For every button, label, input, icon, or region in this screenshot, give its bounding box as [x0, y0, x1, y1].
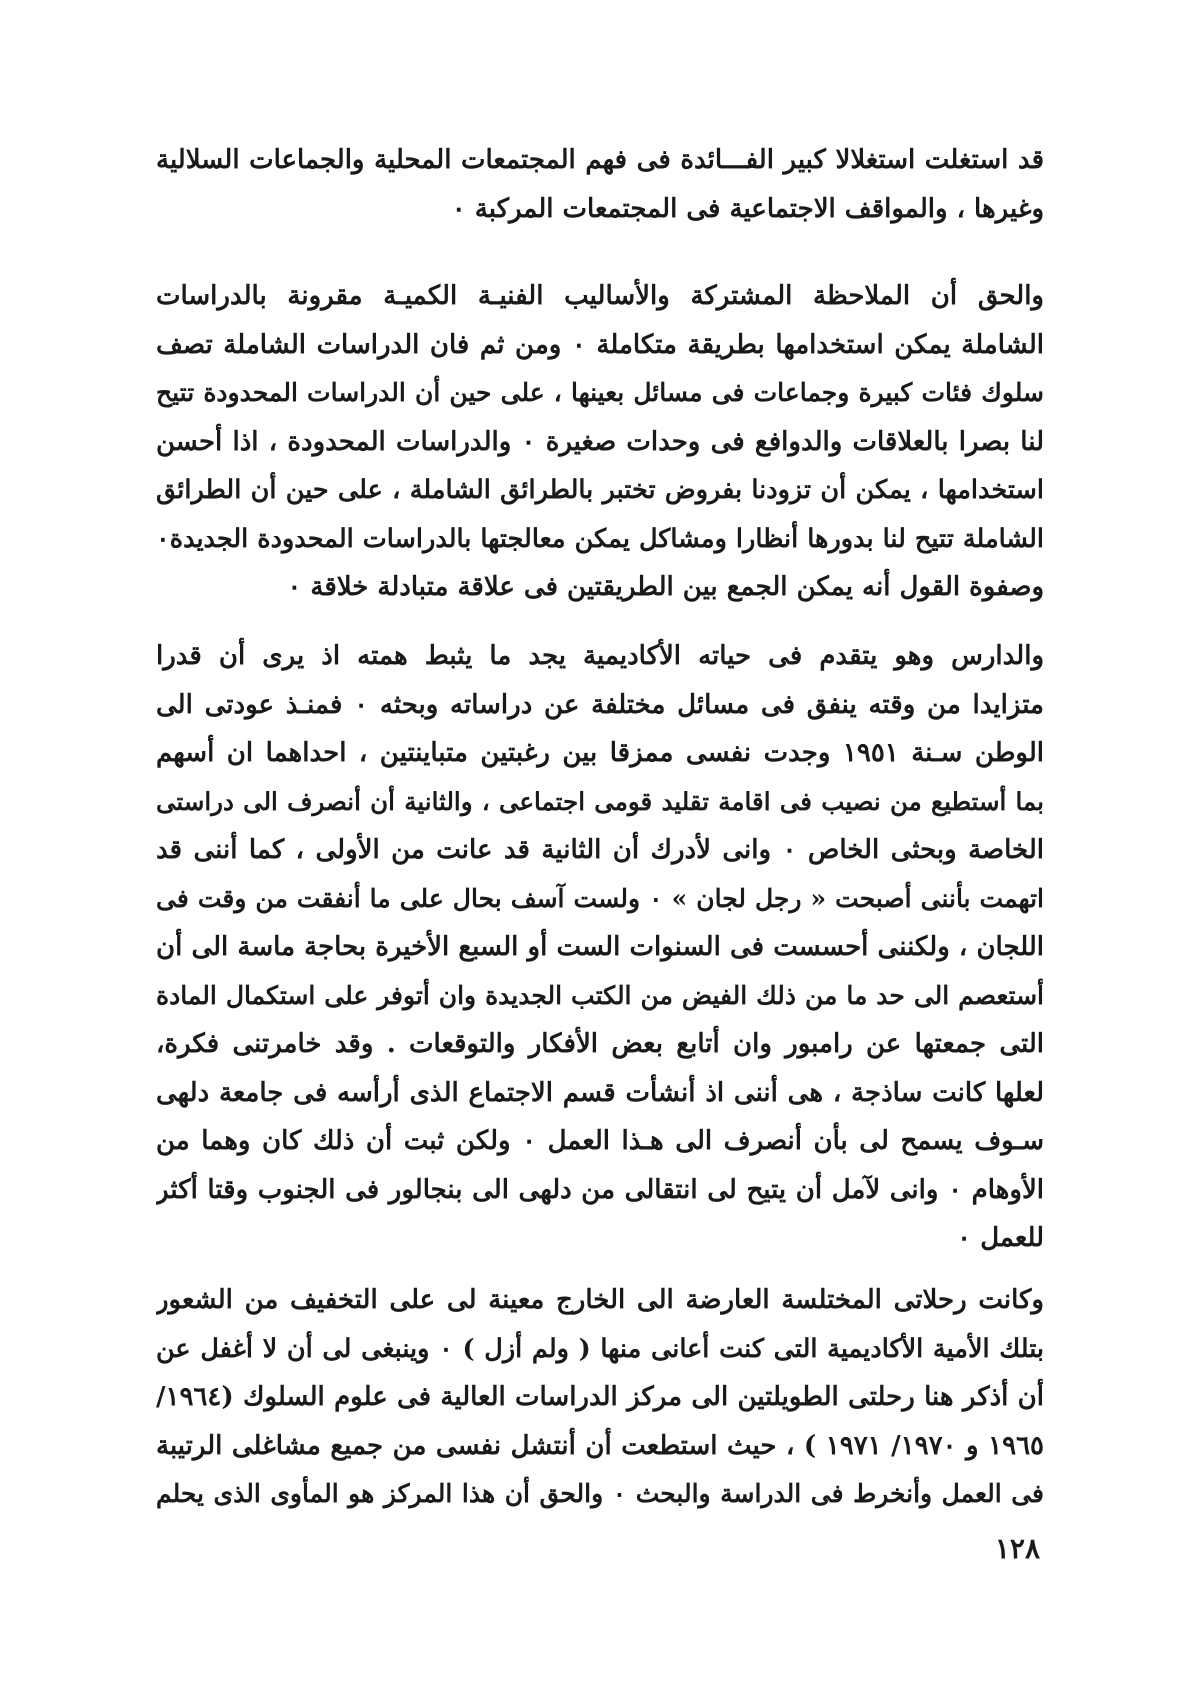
text-line: أن أذكر هنا رحلتى الطويلتين الى مركز الدراسات العالية فى علوم السلوك (١٩٦٤/ — [156, 1382, 1044, 1412]
text-line: لنا بصرا بالعلاقات والدوافع فى وحدات صغيرة ٠ والدراسات المحدودة ، اذا أحسن — [156, 426, 1044, 457]
text-line: بما أستطيع من نصيب فى اقامة تقليد قومى اجتماعى ، والثانية أن أنصرف الى دراستى — [156, 786, 1044, 816]
text-line: أستعصم الى حد ما من ذلك الفيض من الكتب الجديدة وان أتوفر على استكمال المادة — [156, 980, 1044, 1010]
text-line: الخاصة وبحثى الخاص ٠ وانى لأدرك أن الثانية قد عانت من الأولى ، كما أننى قد — [156, 835, 1044, 865]
text-line: استخدامها ، يمكن أن تزودنا بفروض تختبر بالطرائق الشاملة ، على حين أن الطرائق — [156, 475, 1044, 505]
text-line: وغيرها ، والمواقف الاجتماعية فى المجتمعات المركبة ٠ — [451, 193, 1044, 224]
text-line: سلوك فئات كبيرة وجماعات فى مسائل بعينها ، على حين أن الدراسات المحدودة تتيح — [156, 378, 1044, 407]
text-line: الوطن سـنة ١٩٥١ وجدت نفسى ممزقا بين رغبتين متباينتين ، احداهما ان أسهم — [156, 738, 1044, 768]
text-line: متزايدا من وقته ينفق فى مسائل مختلفة عن دراساته وبحثه ٠ فمنـذ عودتى الى — [156, 689, 1044, 720]
text-line: التى جمعتها عن رامبور وان أتابع بعض الأفكار والتوقعات . وقد خامرتنى فكرة، — [156, 1029, 1044, 1059]
paragraph-2 — [156, 272, 1044, 612]
text-line: للعمل ٠ — [957, 1223, 1044, 1253]
text-line: ١٩٦٥ و ١٩٧٠/ ١٩٧١ ) ، حيث استطعت أن أنتشل نفسى من جميع مشاغلى الرتيبة — [156, 1430, 1044, 1461]
text-line: قد استغلت استغلالا كبير الفـــائدة فى فهم المجتمعات المحلية والجماعات السلالية — [156, 145, 1044, 175]
text-line: وكانت رحلاتى المختلسة العارضة الى الخارج معينة لى على التخفيف من الشعور — [156, 1285, 1044, 1315]
text-line: والدارس وهو يتقدم فى حياته الأكاديمية يجد ما يثبط همته اذ يرى أن قدرا — [156, 641, 1044, 671]
text-line: اللجان ، ولكننى أحسست فى السنوات الست أو السبع الأخيرة بحاجة ماسة الى أن — [156, 932, 1044, 962]
paragraph-4 — [156, 1276, 1044, 1519]
text-line: وصفوة القول أنه يمكن الجمع بين الطريقتين فى علاقة متبادلة خلاقة ٠ — [287, 572, 1044, 602]
text-line: اتهمت بأننى أصبحت « رجل لجان » ٠ ولست آسف بحال على ما أنفقت من وقت فى — [156, 883, 1044, 913]
text-line: بتلك الأمية الأكاديمية التى كنت أعانى منها ( ولم أزل ) ٠ وينبغى لى أن لا أغفل عن — [156, 1333, 1044, 1364]
text-line: الشاملة يمكن استخدامها بطريقة متكاملة ٠ ومن ثم فان الدراسات الشاملة تصف — [156, 329, 1044, 360]
text-line: سـوف يسمح لى بأن أنصرف الى هـذا العمل ٠ ولكن ثبت أن ذلك كان وهما من — [156, 1126, 1044, 1156]
paragraph-1 — [156, 136, 1044, 233]
text-line: لعلها كانت ساذجة ، هى أننى اذ أنشأت قسم الاجتماع الذى أرأسه فى جامعة دلهى — [156, 1077, 1044, 1108]
text-line: الأوهام ٠ وانى لآمل أن يتيح لى انتقالى من دلهى الى بنجالور فى الجنوب وقتا أكثر — [156, 1174, 1044, 1205]
paragraph-3 — [156, 632, 1044, 1263]
text-line: فى العمل وأنخرط فى الدراسة والبحث ٠ والحق أن هذا المركز هو المأوى الذى يحلم — [156, 1479, 1044, 1508]
page-number: ١٢٨ — [994, 1532, 1040, 1565]
text-line: الشاملة تتيح لنا بدورها أنظارا ومشاكل يمكن معالجتها بالدراسات المحدودة الجديدة٠ — [156, 523, 1044, 554]
text-line: والحق أن الملاحظة المشتركة والأساليب الفنيـة الكميـة مقرونة بالدراسات — [156, 281, 1044, 311]
